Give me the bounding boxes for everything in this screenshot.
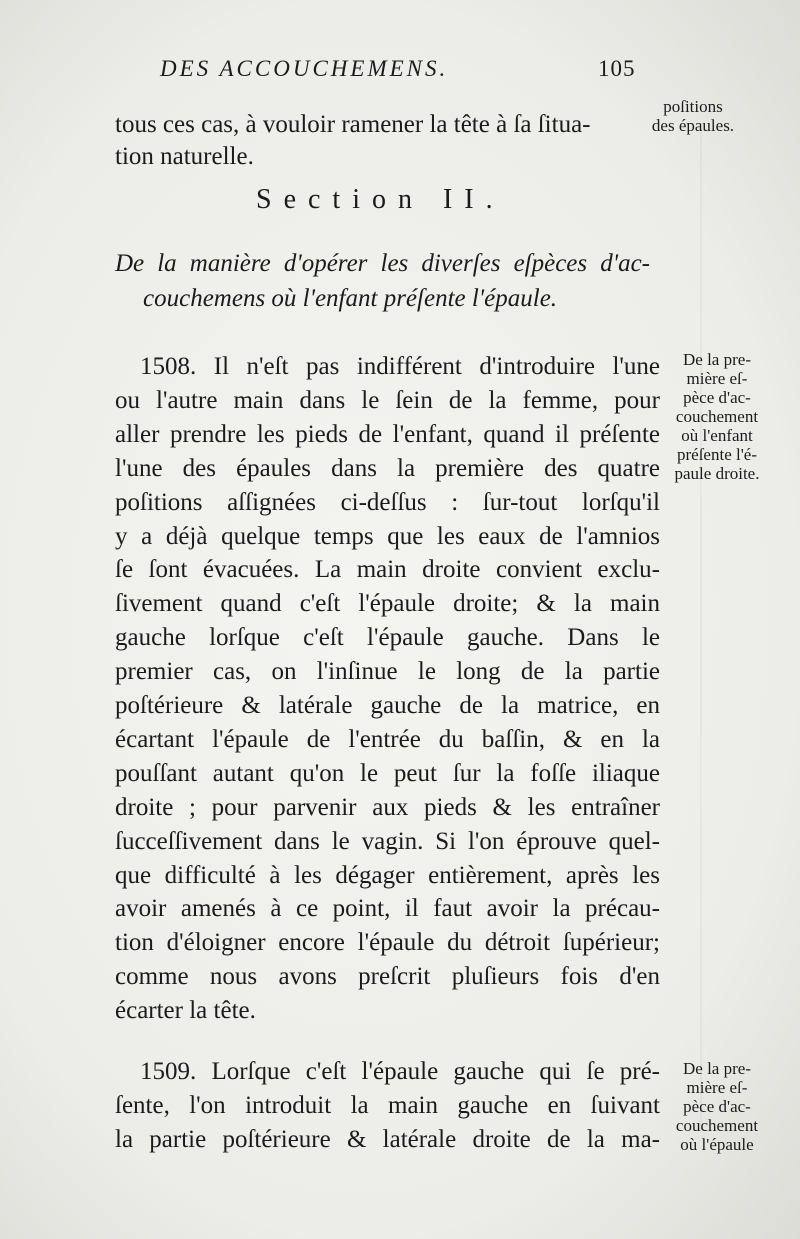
- margin-note-line: De la pre-: [683, 1059, 751, 1078]
- running-title: DES ACCOUCHEMENS.: [160, 56, 449, 81]
- body-text-line: poſtérieure & latérale gauche de la matrice, en: [115, 692, 660, 719]
- margin-note-line: couchement: [675, 407, 759, 426]
- section-subtitle-line2: couchemens où l'enfant préſente l'épaule.: [143, 285, 558, 312]
- margin-note-line: mière eſ-: [686, 369, 748, 388]
- body-text-line: tion d'éloigner encore l'épaule du détroit ſupérieur;: [115, 929, 660, 957]
- body-text-line: la partie poſtérieure & latérale droite de la ma-: [115, 1126, 660, 1153]
- margin-note-line: où l'enfant: [681, 426, 753, 445]
- margin-note-line: pèce d'ac-: [683, 1097, 751, 1116]
- body-text-line: l'une des épaules dans la première des quatre: [115, 454, 660, 482]
- body-text-line: aller prendre les pieds de l'enfant, quand il préſente: [115, 420, 660, 448]
- body-text-line: écartant l'épaule de l'entrée du baſſin, & en la: [115, 725, 660, 753]
- body-text-line: écarter la tête.: [115, 997, 256, 1025]
- body-text-line: droite ; pour parvenir aux pieds & les entraîner: [115, 793, 660, 821]
- margin-note-line: poſitions: [663, 97, 723, 116]
- body-text-line: ſente, l'on introduit la main gauche en ſuivant: [115, 1092, 660, 1119]
- section-subtitle-line1: De la manière d'opérer les diverſes eſpèces d'ac-: [115, 250, 650, 277]
- margin-note-1508: [662, 350, 772, 483]
- margin-note-line: couchement: [675, 1116, 759, 1135]
- section-title: Section II.: [256, 184, 505, 215]
- body-text-line: avoir amenés à ce point, il faut avoir la précau-: [115, 895, 660, 923]
- margin-note-line: paule droite.: [674, 464, 760, 483]
- margin-note-line: où l'épaule: [680, 1135, 754, 1154]
- body-line-top-1: tous ces cas, à vouloir ramener la tête à ſa ſitua-: [115, 111, 591, 138]
- body-line-top-2: tion naturelle.: [115, 143, 254, 170]
- body-text-line: ou l'autre main dans le ſein de la femme, pour: [115, 386, 660, 414]
- body-text-line: pouſſant autant qu'on le peut ſur la foſſe iliaque: [115, 759, 660, 787]
- body-text-line: ſucceſſivement dans le vagin. Si l'on éprouve quel-: [115, 827, 660, 855]
- margin-note-line: préſente l'é-: [677, 445, 757, 464]
- bleed-through-shadow: [700, 130, 702, 1130]
- margin-note-line: pèce d'ac-: [683, 388, 751, 407]
- body-text-line: ſe ſont évacuées. La main droite convient exclu-: [115, 556, 660, 584]
- margin-note-top: [648, 97, 738, 135]
- body-text-line: premier cas, on l'inſinue le long de la partie: [115, 658, 660, 686]
- margin-note-1509: [662, 1059, 772, 1154]
- body-text-line: 1508. Il n'eſt pas indifférent d'introduire l'une: [140, 353, 660, 380]
- body-text-line: comme nous avons preſcrit pluſieurs fois d'en: [115, 963, 660, 991]
- body-text-line: poſitions aſſignées ci-deſſus : ſur-tout lorſqu'il: [115, 488, 660, 516]
- margin-note-line: De la pre-: [683, 350, 751, 369]
- running-header: [160, 56, 660, 82]
- body-text-line: 1509. Lorſque c'eſt l'épaule gauche qui ſe pré-: [140, 1058, 660, 1085]
- margin-note-line: mière eſ-: [686, 1078, 748, 1097]
- body-text-line: que difficulté à les dégager entièrement, après les: [115, 861, 660, 889]
- page-number: 105: [598, 56, 636, 81]
- body-text-line: y a déjà quelque temps que les eaux de l'amnios: [115, 522, 660, 550]
- body-text-line: ſivement quand c'eſt l'épaule droite; & la main: [115, 590, 660, 618]
- body-text-line: gauche lorſque c'eſt l'épaule gauche. Dans le: [115, 624, 660, 652]
- margin-note-line: des épaules.: [651, 116, 735, 135]
